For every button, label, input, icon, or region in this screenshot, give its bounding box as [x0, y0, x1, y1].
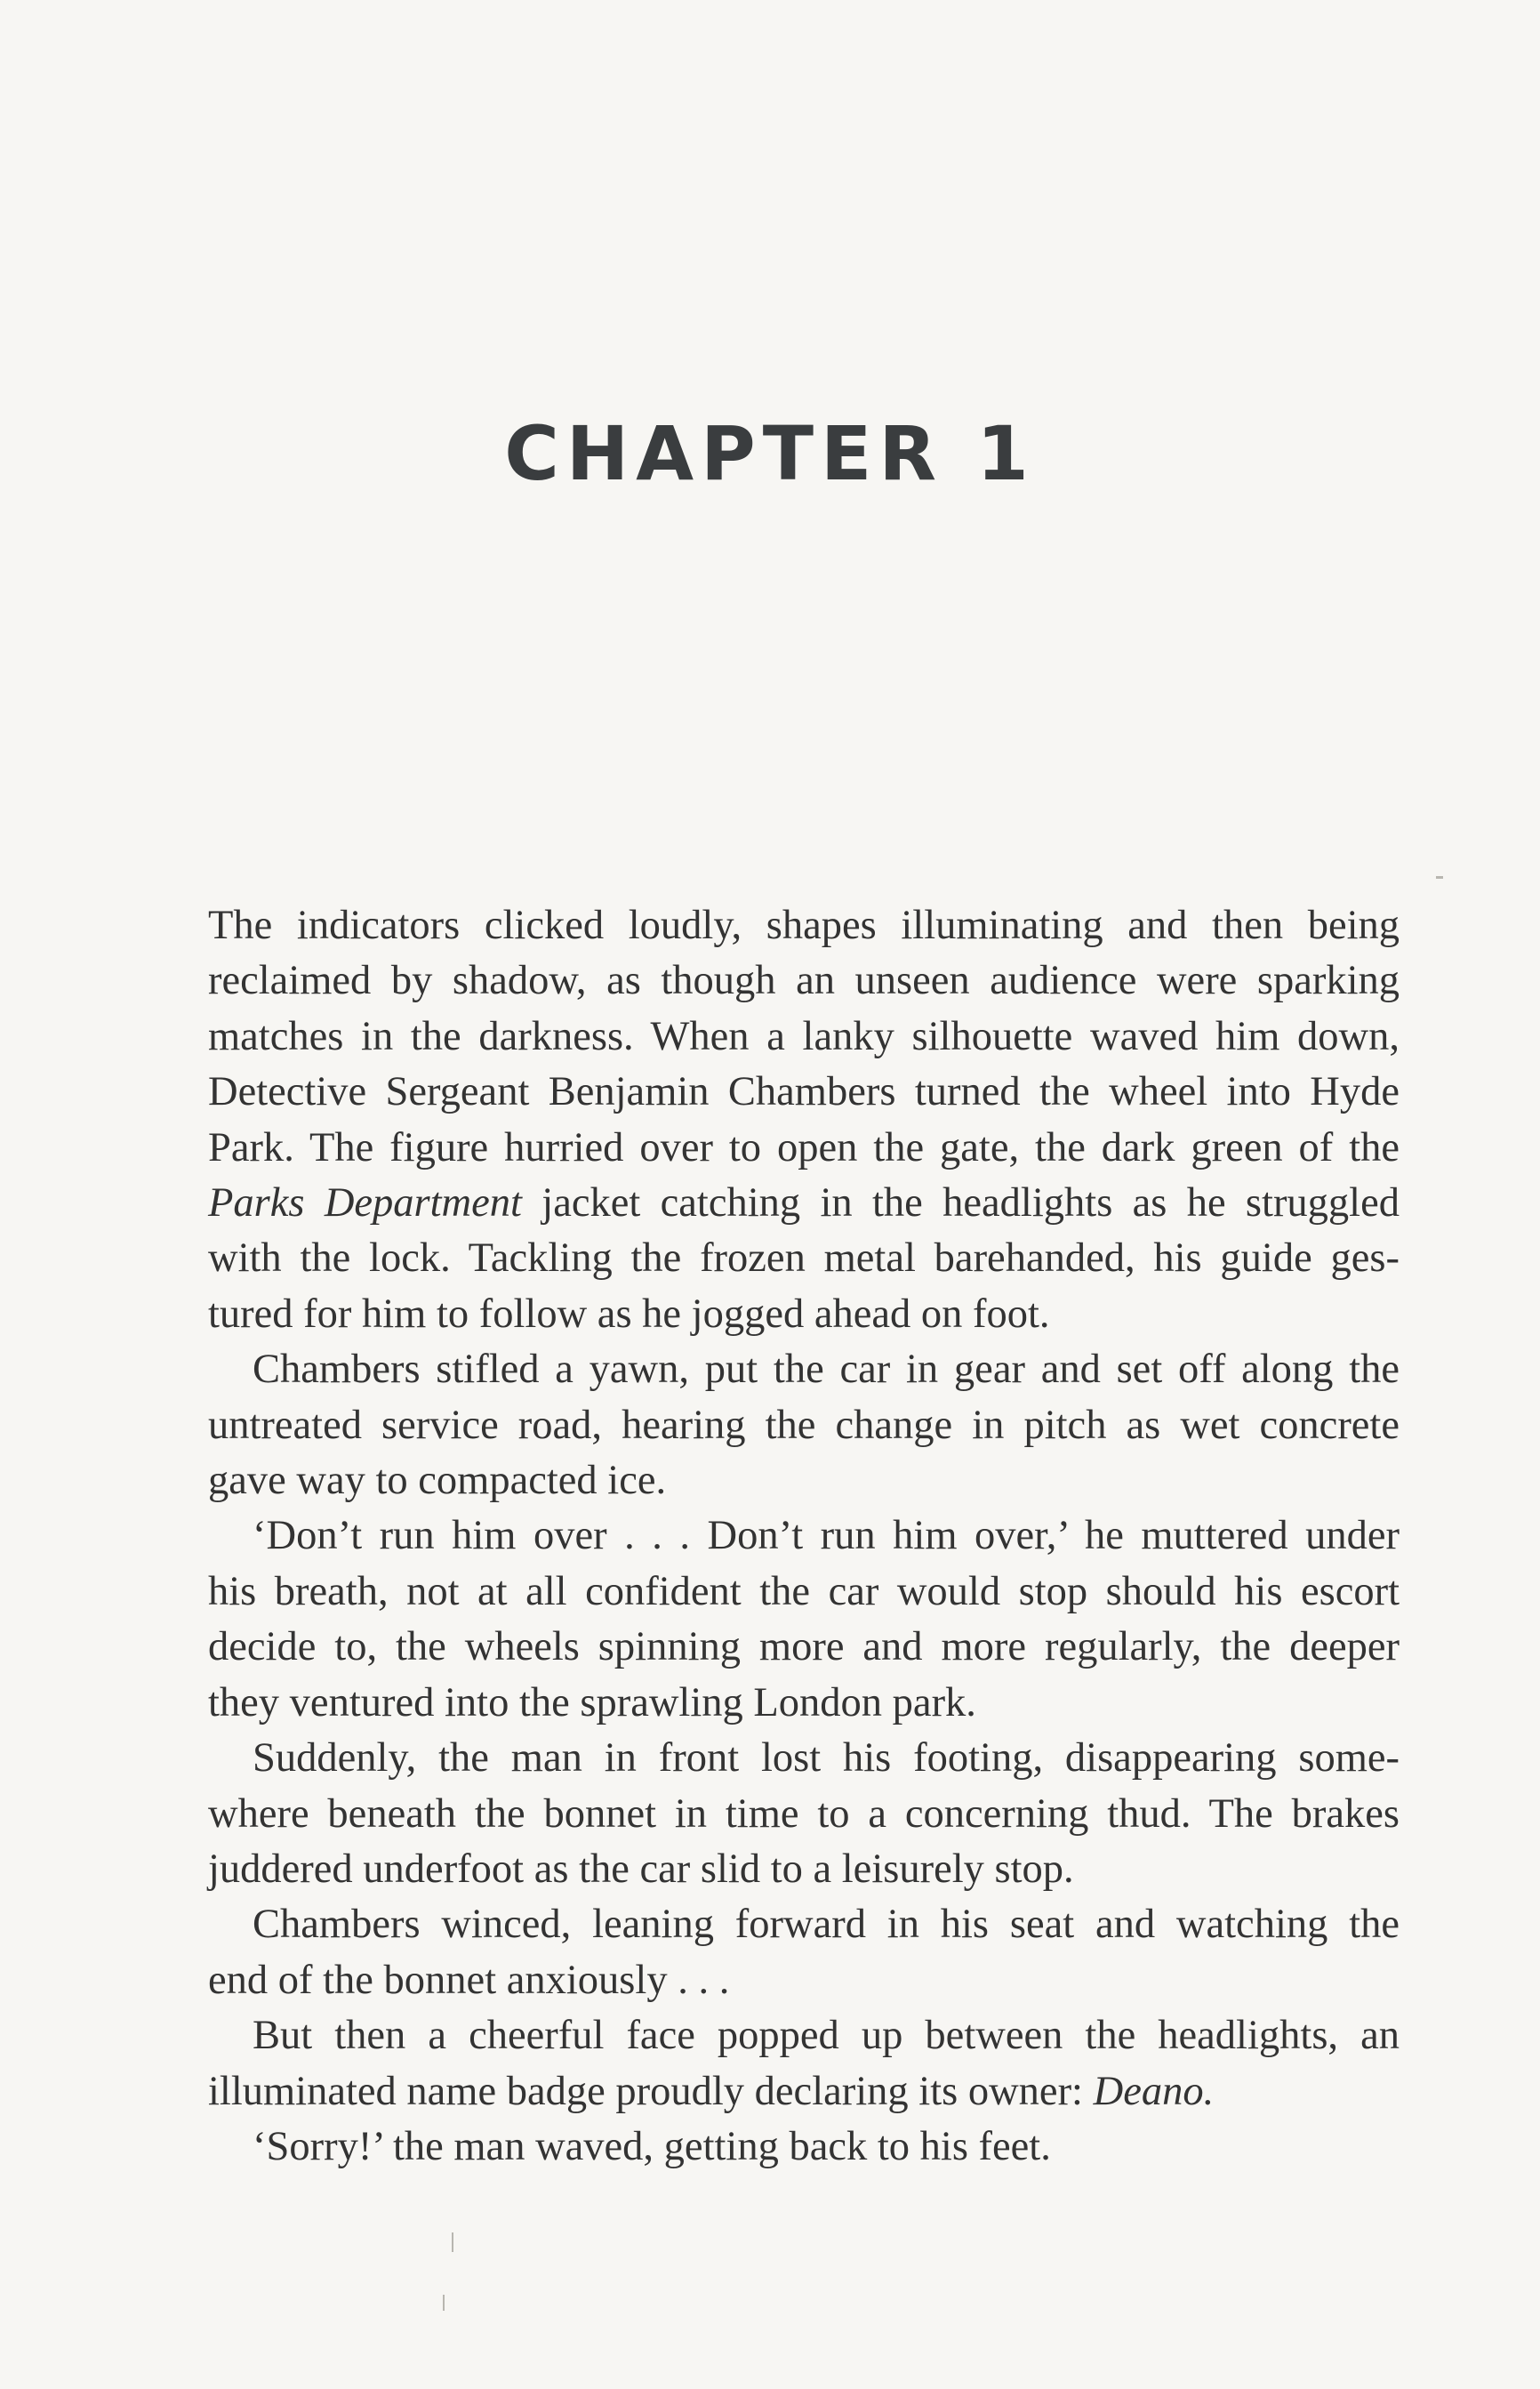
text-line: end of the bonnet anxiously . . .	[208, 1957, 730, 2003]
text-line: But then a cheerful face popped up between the headlights, an	[253, 2013, 1400, 2059]
text-line: gave way to compacted ice.	[208, 1458, 667, 1504]
text-line: ‘Don’t run him over . . . Don’t run him over,’ he muttered under	[253, 1513, 1400, 1559]
text-line: ‘Sorry!’ the man waved, getting back to his feet.	[253, 2123, 1051, 2169]
text-line: Park. The figure hurried over to open the gate, the dark green of the	[208, 1124, 1400, 1170]
text-line: his breath, not at all confident the car would stop should his escort	[208, 1568, 1400, 1614]
text-line: tured for him to follow as he jogged ahead on foot.	[208, 1291, 1050, 1337]
text-line: juddered underfoot as the car slid to a leisurely stop.	[208, 1846, 1074, 1892]
scan-speck	[1436, 876, 1443, 879]
text-line: Chambers winced, leaning forward in his seat and watching the	[253, 1902, 1400, 1948]
text-line: where beneath the bonnet in time to a concerning thud. The brakes	[208, 1790, 1400, 1837]
scan-speck	[452, 2232, 453, 2252]
text-line: Chambers stifled a yawn, put the car in gear and set off along the	[253, 1347, 1400, 1393]
paragraph-6	[208, 2008, 1400, 2120]
text-line: untreated service road, hearing the change in pitch as wet concrete	[208, 1402, 1400, 1448]
scan-speck	[443, 2295, 445, 2311]
text-line: Suddenly, the man in front lost his footing, disappearing some-	[253, 1735, 1400, 1782]
paragraph-2	[208, 1342, 1400, 1508]
paragraph-7	[208, 2120, 1400, 2175]
paragraph-4	[208, 1731, 1400, 1897]
text-line: they ventured into the sprawling London park.	[208, 1679, 976, 1725]
text-line	[208, 2064, 1400, 2120]
italic-name: Deano.	[1093, 2068, 1215, 2114]
text-line-rest: jacket catching in the headlights as he struggled	[541, 1180, 1400, 1227]
paragraph-5	[208, 1897, 1400, 2008]
text-line-start: illuminated name badge proudly declaring its owner:	[208, 2068, 1083, 2114]
chapter-heading: CHAPTER 1	[504, 410, 1036, 497]
italic-phrase: Parks Department	[208, 1180, 522, 1227]
paragraph-1	[208, 898, 1400, 1342]
text-line	[208, 1176, 1400, 1231]
text-line: reclaimed by shadow, as though an unseen audience were sparking	[208, 958, 1400, 1004]
text-line: Detective Sergeant Benjamin Chambers turned the wheel into Hyde	[208, 1069, 1400, 1115]
paragraph-3	[208, 1508, 1400, 1731]
text-line: The indicators clicked loudly, shapes illuminating and then being	[208, 903, 1400, 948]
text-line: matches in the darkness. When a lanky silhouette waved him down,	[208, 1013, 1400, 1059]
text-line: decide to, the wheels spinning more and more regularly, the deeper	[208, 1624, 1400, 1670]
text-line: with the lock. Tackling the frozen metal barehanded, his guide ges-	[208, 1235, 1400, 1282]
chapter-body	[208, 898, 1400, 2175]
